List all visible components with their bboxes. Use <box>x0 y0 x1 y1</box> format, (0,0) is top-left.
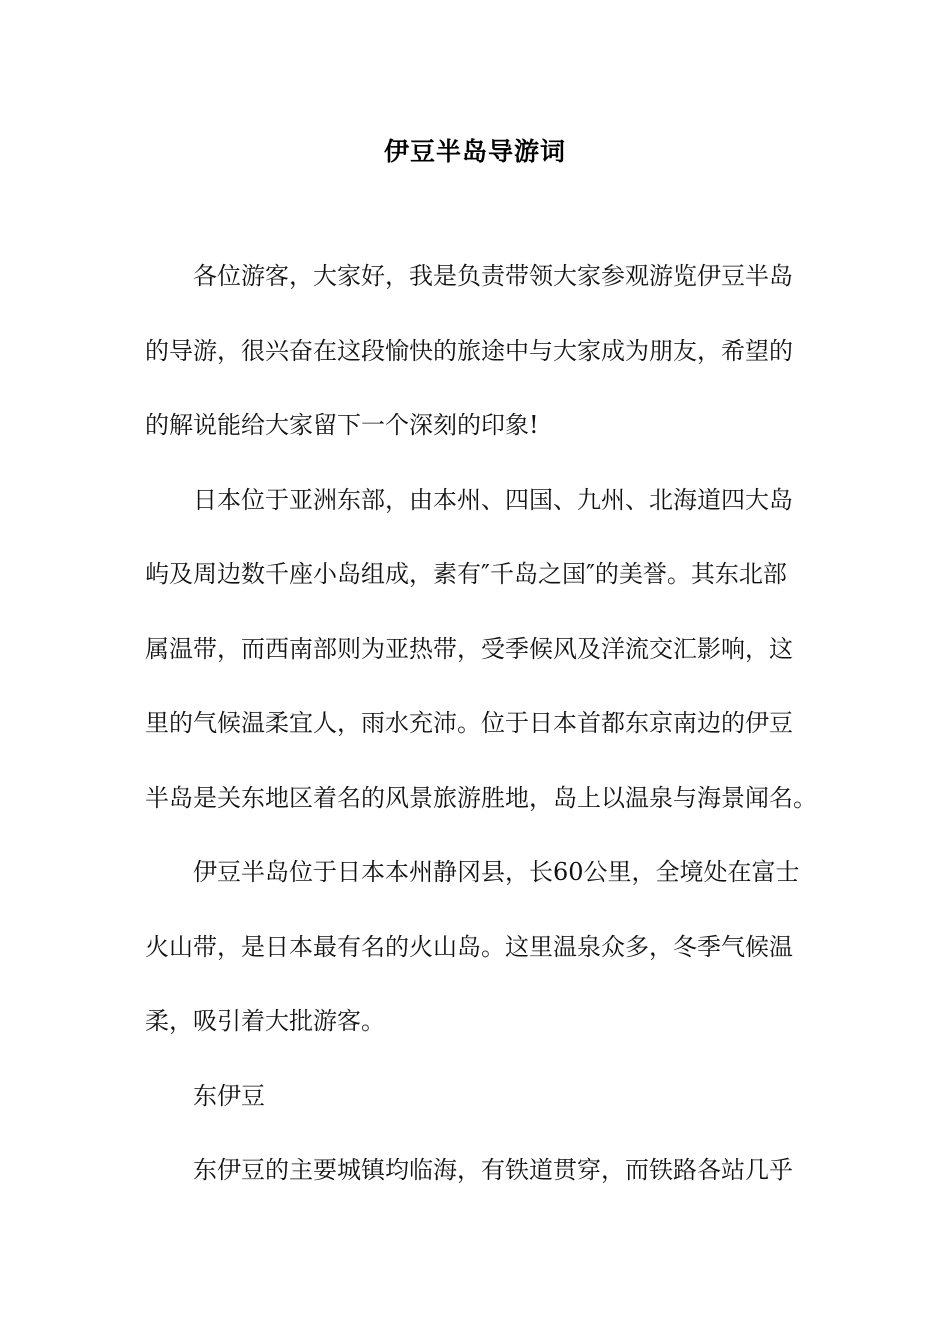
paragraph-line: 日本位于亚洲东部，由本州、四国、九州、北海道四大岛 <box>193 485 793 514</box>
paragraph-line: 东伊豆的主要城镇均临海，有铁道贯穿，而铁路各站几乎 <box>193 1156 793 1184</box>
section-heading-east-izu <box>145 1078 805 1153</box>
paragraph-2 <box>145 482 817 855</box>
paragraph-line: 各位游客，大家好，我是负责带领大家参观游览伊豆半岛 <box>193 262 793 290</box>
paragraph-line: 火山带，是日本最有名的火山岛。这里温泉众多，冬季气候温 <box>145 932 793 961</box>
paragraph-1 <box>145 258 805 482</box>
paragraph-3 <box>145 854 805 1078</box>
paragraph-line: 的解说能给大家留下一个深刻的印象! <box>145 411 539 439</box>
document-title: 伊豆半岛导游词 <box>383 137 566 166</box>
paragraph-line: 伊豆半岛位于日本本州静冈县，长60公里，全境处在富士 <box>193 858 800 886</box>
paragraph-line: 的导游，很兴奋在这段愉快的旅途中与大家成为朋友，希望的 <box>145 336 793 365</box>
paragraph-line: 属温带，而西南部则为亚热带，受季候风及洋流交汇影响，这 <box>145 634 793 663</box>
paragraph-line: 屿及周边数千座小岛组成，素有″千岛之国″的美誉。其东北部 <box>145 560 787 588</box>
paragraph-line: 半岛是关东地区着名的风景旅游胜地，岛上以温泉与海景闻名。 <box>145 783 817 812</box>
paragraph-line: 里的气候温柔宜人，雨水充沛。位于日本首都东京南边的伊豆 <box>145 709 793 737</box>
paragraph-line: 柔，吸引着大批游客。 <box>145 1007 385 1035</box>
paragraph-line: 东伊豆 <box>193 1081 265 1110</box>
document-body <box>145 258 817 1189</box>
paragraph-5 <box>145 1152 805 1189</box>
